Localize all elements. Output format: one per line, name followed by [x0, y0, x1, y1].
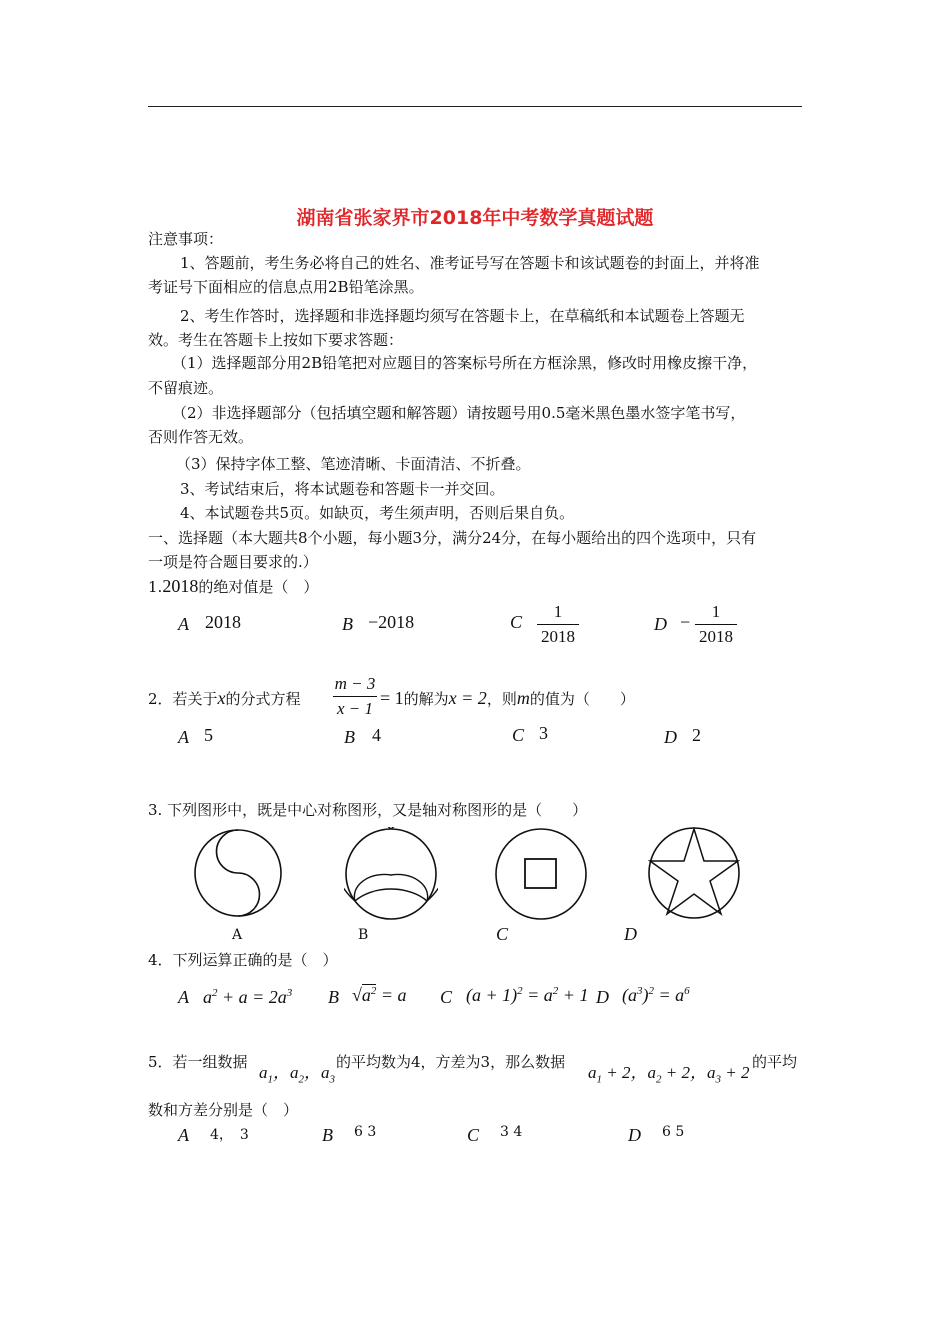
q1-option-a-label: A — [178, 614, 189, 634]
q2-option-c-value: 3 — [539, 723, 548, 743]
circle-square-figure — [494, 827, 588, 921]
q1-option-b-value: −2018 — [368, 612, 415, 632]
q2-option-b-label: B — [344, 727, 355, 747]
q1-option-d-sign: − — [680, 612, 691, 632]
q4-option-c-expr: $(a + 1)^2 = a^2 + 1$ — [466, 985, 589, 1005]
note-2a: 2、考生作答时，选择题和非选择题均须写在答题卡上，在草稿纸和本试题卷上答题无 — [180, 307, 745, 325]
q1-option-c-label: C — [510, 612, 523, 632]
q5-data-1: $a_1$，$a_2$，$a_3$ — [259, 1063, 335, 1086]
q5-stem-line2: 数和方差分别是（ ） — [148, 1101, 299, 1119]
q1-option-a-value: 2018 — [205, 612, 241, 632]
q2-option-b-value: 4 — [372, 725, 381, 745]
section1-b: 一项是符合题目要求的.） — [148, 553, 318, 571]
note-1a: 1、答题前，考生务必将自己的姓名、准考证号写在答题卡和该试题卷的封面上，并将准 — [180, 254, 760, 272]
note-2b: 效。考生在答题卡上按如下要求答题： — [148, 331, 404, 349]
q5-option-d-label: D — [628, 1125, 641, 1145]
q3-label-b: B — [358, 927, 369, 943]
note-7: 4、本试题卷共5页。如缺页，考生须声明，否则后果自负。 — [180, 504, 575, 522]
q5-data-2: $a_1 + 2$，$a_2 + 2$，$a_3 + 2$ — [588, 1063, 750, 1086]
q1-stem: 1.2018的绝对值是（ ） — [148, 576, 319, 596]
q5-stem-mid: 的平均数为4，方差为3，那么数据 — [336, 1053, 566, 1071]
note-3b: 不留痕迹。 — [148, 379, 224, 397]
three-arcs-figure — [344, 827, 438, 921]
q3-label-d: D — [624, 924, 637, 944]
q5-stem-end: 的平均 — [752, 1053, 798, 1071]
q5-stem-start: 5．若一组数据 — [148, 1053, 248, 1071]
q2-option-d-value: 2 — [692, 725, 701, 745]
q1-number: 2018 — [162, 576, 199, 596]
note-4b: 否则作答无效。 — [148, 428, 254, 446]
q1-option-c-fraction: 1 2018 — [537, 602, 579, 647]
notes-heading: 注意事项： — [148, 230, 224, 248]
q5-option-b-label: B — [322, 1125, 333, 1145]
note-6: 3、考试结束后，将本试题卷和答题卡一并交回。 — [180, 480, 505, 498]
q1-option-d-fraction: 1 2018 — [695, 602, 737, 647]
q5-option-d-value: 6 5 — [662, 1124, 685, 1140]
q2-option-d-label: D — [664, 727, 677, 747]
q4-option-c-label: C — [440, 987, 453, 1007]
q4-option-b-label: B — [328, 987, 339, 1007]
section1-a: 一、选择题（本大题共8个小题，每小题3分，满分24分，在每小题给出的四个选项中，只有 — [148, 529, 757, 547]
q3-label-c: C — [496, 924, 509, 944]
q1-option-d-label: D — [654, 614, 667, 634]
note-1b: 考证号下面相应的信息点用2B铅笔涂黑。 — [148, 278, 424, 296]
q4-option-a-expr: $a^2 + a = 2a^3$ — [203, 987, 293, 1007]
q4-stem: 4．下列运算正确的是（ ） — [148, 951, 338, 969]
q3-label-a: A — [232, 927, 243, 943]
q4-option-d-label: D — [596, 987, 609, 1007]
q5-option-c-value: 3 4 — [500, 1124, 523, 1140]
circle-star-figure — [646, 825, 742, 921]
q5-option-a-value: 4， 3 — [210, 1127, 249, 1143]
q2-fraction: m − 3 x − 1 — [334, 674, 376, 718]
header-rule — [148, 106, 802, 107]
q4-option-b-expr: $√a^2 = a$ — [352, 985, 407, 1005]
yin-yang-figure — [193, 827, 283, 921]
note-5: （3）保持字体工整、笔迹清晰、卡面清洁、不折叠。 — [176, 455, 531, 473]
q3-stem: 3. 下列图形中，既是中心对称图形，又是轴对称图形的是（ ） — [148, 801, 588, 819]
q2-option-c-label: C — [512, 725, 525, 745]
q4-option-a-label: A — [178, 987, 189, 1007]
q2-option-a-value: 5 — [204, 725, 213, 745]
q5-option-b-value: 6 3 — [354, 1124, 377, 1140]
note-4a: （2）非选择题部分（包括填空题和解答题）请按题号用0.5毫米黑色墨水签字笔书写， — [172, 404, 746, 422]
q2-stem-rest: = 1的解为x = 2，则m的值为（ ） — [380, 688, 635, 708]
q4-option-d-expr: $(a^3)^2 = a^6$ — [622, 985, 690, 1005]
page-title: 湖南省张家界市2018年中考数学真题试题 — [296, 207, 654, 229]
note-3a: （1）选择题部分用2B铅笔把对应题目的答案标号所在方框涂黑，修改时用橡皮擦干净， — [172, 354, 758, 372]
q5-option-c-label: C — [467, 1125, 480, 1145]
q2-option-a-label: A — [178, 727, 189, 747]
q2-stem: 2．若关于x的分式方程 — [148, 688, 301, 708]
q1-option-b-label: B — [342, 614, 353, 634]
q5-option-a-label: A — [178, 1125, 189, 1145]
